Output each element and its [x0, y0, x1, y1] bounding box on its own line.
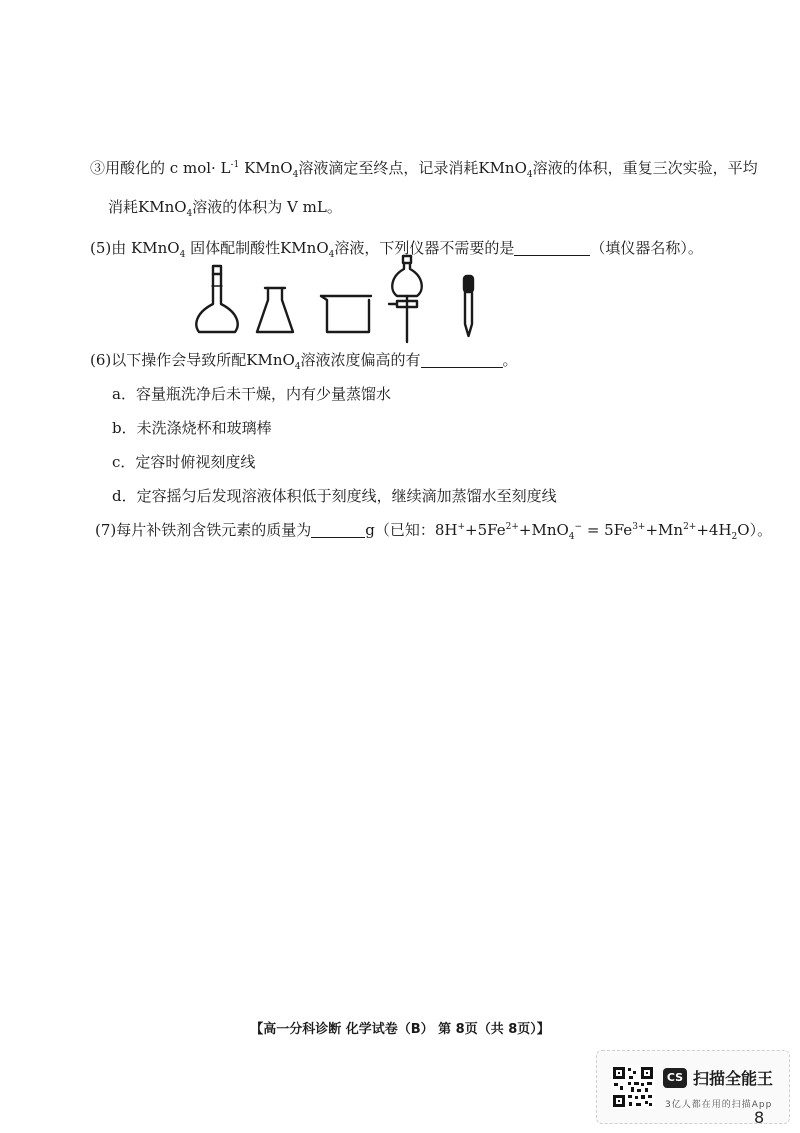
question-text: 溶液浓度偏高的有	[300, 351, 421, 369]
formula-kmno4: KMnO	[244, 159, 293, 177]
equation-text: +4H	[696, 521, 732, 539]
question-label: (5)由	[90, 239, 127, 257]
question-text: 。	[502, 351, 518, 369]
option-a: a．容量瓶洗净后未干燥，内有少量蒸馏水	[112, 385, 391, 403]
scanner-app-slogan: 3亿人都在用的扫描App	[665, 1100, 773, 1110]
question-6	[90, 350, 518, 370]
superscript: -1	[230, 160, 240, 170]
formula-kmno4: KMnO	[280, 239, 329, 257]
superscript: 2+	[683, 522, 697, 532]
answer-blank[interactable]	[311, 523, 365, 538]
equation-text: +Mn	[645, 521, 684, 539]
conical-flask-icon	[257, 288, 293, 332]
question-label: (7)每片补铁剂含铁元素的质量为	[95, 521, 312, 539]
equation-text: g（已知：8H	[365, 521, 458, 539]
question-label: (6)以下操作会导致所配	[90, 351, 247, 369]
question-7	[95, 520, 772, 540]
superscript: 3+	[632, 522, 646, 532]
volumetric-flask-icon	[196, 266, 237, 332]
scanner-app-name: 扫描全能王	[693, 1069, 774, 1088]
formula-kmno4: KMnO	[131, 239, 180, 257]
superscript: −	[574, 522, 583, 532]
lab-apparatus-illustration	[185, 252, 505, 344]
answer-blank[interactable]	[514, 241, 590, 256]
formula-kmno4: KMnO	[138, 198, 187, 216]
step3-text: 消耗	[108, 198, 139, 216]
superscript: 2+	[505, 522, 519, 532]
superscript: +	[457, 522, 466, 532]
step3-text: 溶液的体积为 V mL。	[192, 198, 342, 216]
subscript: 4	[179, 250, 186, 260]
concentration-unit: c mol· L	[169, 159, 231, 177]
option-d: d．定容摇匀后发现溶液体积低于刻度线，继续滴加蒸馏水至刻度线	[112, 487, 557, 505]
question-text: 固体配制酸性	[190, 239, 281, 257]
step3-line2	[108, 197, 342, 217]
answer-blank[interactable]	[421, 353, 503, 368]
step3-text: 溶液滴定至终点，记录消耗	[298, 159, 479, 177]
subscript: 4	[292, 170, 299, 180]
subscript: 4	[568, 532, 575, 542]
cs-logo-icon: CS	[663, 1068, 687, 1088]
question-text: （填仪器名称）。	[590, 239, 703, 257]
equation-text: = 5Fe	[582, 521, 633, 539]
formula-kmno4: KMnO	[246, 351, 295, 369]
subscript: 4	[294, 362, 301, 372]
subscript: 2	[731, 532, 738, 542]
step3-line1	[90, 158, 758, 178]
equation-text: +MnO	[518, 521, 569, 539]
beaker-icon	[321, 296, 371, 332]
equation-text: O）。	[737, 521, 773, 539]
qr-code-icon	[611, 1065, 655, 1109]
equation-text: +5Fe	[465, 521, 506, 539]
subscript: 4	[526, 170, 533, 180]
subscript: 4	[186, 209, 193, 219]
step3-text: 溶液的体积，重复三次实验，平均	[532, 159, 758, 177]
dropper-icon	[464, 276, 473, 336]
option-b: b．未洗涤烧杯和玻璃棒	[112, 419, 272, 437]
formula-kmno4: KMnO	[478, 159, 527, 177]
separatory-funnel-icon	[389, 256, 422, 342]
page-footer: 【高一分科诊断 化学试卷（B） 第 8页（共 8页）】	[250, 1022, 550, 1037]
question-text: 溶液，下列仪器不需要的是	[334, 239, 515, 257]
step3-label: ③用酸化的	[90, 159, 166, 177]
option-c: c．定容时俯视刻度线	[112, 453, 256, 471]
subscript: 4	[328, 250, 335, 260]
page-number: 8	[754, 1108, 765, 1127]
